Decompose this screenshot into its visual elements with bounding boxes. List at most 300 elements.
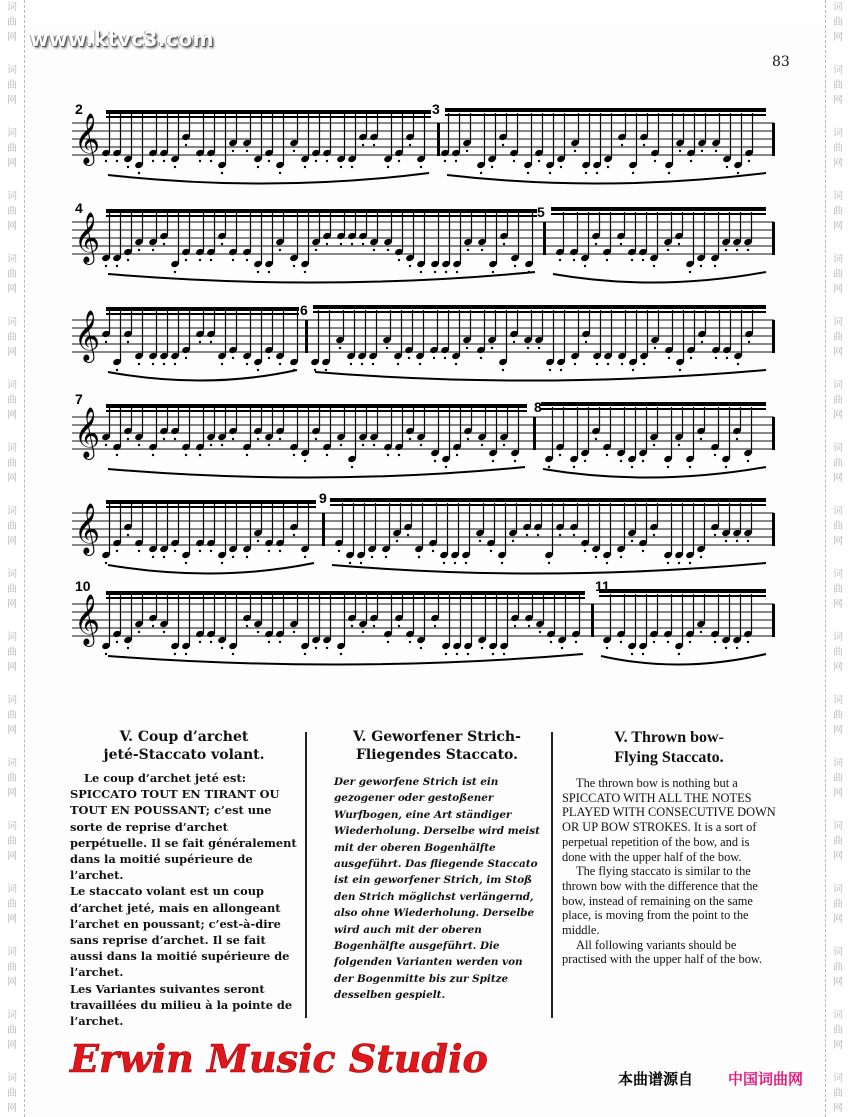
watermark-char: 网 — [7, 221, 17, 232]
watermark-char: 曲 — [7, 269, 17, 280]
staccato-dot — [268, 357, 270, 359]
staccato-dot — [315, 438, 317, 440]
staccato-dot — [210, 341, 212, 343]
staccato-dot — [653, 641, 655, 643]
staccato-dot — [185, 653, 187, 655]
barline — [772, 417, 775, 450]
watermark-char: 网 — [7, 599, 17, 610]
staccato-dot — [246, 454, 248, 456]
staccato-dot — [338, 550, 340, 552]
staccato-dot — [434, 460, 436, 462]
staccato-dot — [700, 438, 702, 440]
staccato-dot — [573, 534, 575, 536]
staccato-dot — [315, 249, 317, 251]
watermark-char: 曲 — [833, 899, 843, 910]
staccato-dot — [257, 438, 259, 440]
staccato-dot — [503, 243, 505, 245]
staccato-dot — [480, 357, 482, 359]
staccato-dot — [725, 466, 727, 468]
watermark-char: 曲 — [7, 206, 17, 217]
staccato-dot — [466, 347, 468, 349]
staccato-dot — [465, 562, 467, 564]
staccato-dot — [387, 249, 389, 251]
watermark-group — [0, 882, 24, 927]
watermark-char: 曲 — [7, 80, 17, 91]
staccato-dot — [715, 357, 717, 359]
staccato-dot — [340, 243, 342, 245]
beam — [313, 311, 766, 313]
staccato-dot — [501, 562, 503, 564]
staccato-dot — [606, 647, 608, 649]
staccato-dot — [386, 347, 388, 349]
beam — [106, 591, 585, 595]
watermark-char: 网 — [833, 221, 843, 232]
staccato-dot — [199, 341, 201, 343]
staccato-dot — [268, 641, 270, 643]
staccato-dot — [152, 556, 154, 558]
french-title: V. Coup d’archet jeté-Staccato volant. — [103, 729, 265, 763]
staccato-dot — [574, 150, 576, 152]
staccato-dot — [538, 347, 540, 349]
staccato-dot — [152, 454, 154, 456]
staccato-dot — [339, 347, 341, 349]
staccato-dot — [116, 454, 118, 456]
staccato-dot — [304, 166, 306, 168]
staccato-dot — [514, 460, 516, 462]
watermark-char: 网 — [833, 473, 843, 484]
staccato-dot — [351, 166, 353, 168]
barline — [305, 320, 308, 353]
staccato-dot — [279, 249, 281, 251]
staccato-dot — [221, 562, 223, 564]
beam — [106, 307, 299, 311]
watermark-group — [0, 1071, 24, 1116]
staccato-dot — [116, 265, 118, 267]
staccato-dot — [575, 641, 577, 643]
staccato-dot — [409, 438, 411, 440]
staccato-dot — [492, 271, 494, 273]
slur — [543, 467, 766, 478]
watermark-char: 词 — [7, 254, 17, 265]
staccato-dot — [642, 259, 644, 261]
staccato-dot — [631, 259, 633, 261]
watermark-char: 网 — [833, 725, 843, 736]
beam — [599, 589, 766, 593]
staccato-dot — [246, 259, 248, 261]
watermark-char: 曲 — [7, 1025, 17, 1036]
slur — [108, 272, 535, 283]
staccato-dot — [585, 172, 587, 174]
staccato-dot — [606, 562, 608, 564]
staccato-dot — [667, 466, 669, 468]
staccato-dot — [443, 562, 445, 564]
watermark-group — [826, 1071, 850, 1116]
staccato-dot — [632, 369, 634, 371]
staccato-dot — [163, 363, 165, 365]
staccato-dot — [163, 631, 165, 633]
staccato-dot — [700, 265, 702, 267]
staccato-dot — [667, 562, 669, 564]
watermark-char: 网 — [833, 914, 843, 925]
staccato-dot — [736, 438, 738, 440]
staccato-dot — [492, 460, 494, 462]
watermark-char: 网 — [7, 410, 17, 421]
staccato-dot — [398, 160, 400, 162]
beam — [541, 402, 766, 406]
staccato-dot — [279, 172, 281, 174]
watermark-group — [826, 819, 850, 864]
staccato-dot — [432, 550, 434, 552]
staccato-dot — [631, 653, 633, 655]
staccato-dot — [584, 550, 586, 552]
staccato-dot — [596, 363, 598, 365]
staccato-dot — [199, 641, 201, 643]
staccato-dot — [700, 631, 702, 633]
staccato-dot — [360, 562, 362, 564]
watermark-char: 词 — [833, 821, 843, 832]
watermark-char: 曲 — [833, 80, 843, 91]
watermark-char: 词 — [7, 65, 17, 76]
slur — [108, 173, 429, 184]
staccato-dot — [420, 444, 422, 446]
watermark-char: 曲 — [7, 395, 17, 406]
barline — [772, 123, 775, 156]
variant-number-6: 6 — [300, 302, 308, 318]
watermark-char: 网 — [833, 536, 843, 547]
staccato-dot — [174, 166, 176, 168]
staccato-dot — [654, 160, 656, 162]
staccato-dot — [456, 653, 458, 655]
staccato-dot — [527, 347, 529, 349]
watermark-char: 词 — [7, 128, 17, 139]
watermark-char: 曲 — [7, 521, 17, 532]
staccato-dot — [607, 363, 609, 365]
staccato-dot — [513, 160, 515, 162]
staccato-dot — [748, 341, 750, 343]
staccato-dot — [643, 363, 645, 365]
staccato-dot — [221, 647, 223, 649]
variant-number-11: 11 — [595, 578, 610, 594]
watermark-char: 网 — [833, 410, 843, 421]
staccato-dot — [138, 172, 140, 174]
staccato-dot — [606, 454, 608, 456]
staccato-dot — [642, 460, 644, 462]
slur — [108, 563, 314, 574]
staccato-dot — [127, 341, 129, 343]
staccato-dot — [373, 625, 375, 627]
barline — [772, 222, 775, 255]
staccato-dot — [373, 144, 375, 146]
watermark-char: 曲 — [833, 395, 843, 406]
watermark-char: 网 — [833, 95, 843, 106]
watermark-char: 网 — [7, 788, 17, 799]
staccato-dot — [595, 556, 597, 558]
staccato-dot — [362, 243, 364, 245]
staccato-dot — [573, 466, 575, 468]
watermark-char: 曲 — [833, 836, 843, 847]
staccato-dot — [434, 271, 436, 273]
column-divider — [305, 732, 307, 1018]
staccato-dot — [584, 460, 586, 462]
staccato-dot — [642, 653, 644, 655]
staccato-dot — [726, 357, 728, 359]
watermark-char: 词 — [833, 569, 843, 580]
staccato-dot — [127, 166, 129, 168]
staccato-dot — [351, 243, 353, 245]
staccato-dot — [398, 625, 400, 627]
staccato-dot — [595, 438, 597, 440]
staccato-dot — [620, 243, 622, 245]
staccato-dot — [418, 556, 420, 558]
watermark-char: 词 — [7, 569, 17, 580]
variant-number-5: 5 — [537, 204, 545, 220]
staccato-dot — [444, 160, 446, 162]
watermark-char: 词 — [833, 380, 843, 391]
watermark-char: 网 — [833, 851, 843, 862]
staccato-dot — [409, 641, 411, 643]
staccato-dot — [479, 540, 481, 542]
staccato-dot — [279, 641, 281, 643]
staccato-dot — [232, 150, 234, 152]
slur — [601, 654, 766, 665]
staccato-dot — [105, 160, 107, 162]
staccato-dot — [607, 166, 609, 168]
watermark-group — [826, 882, 850, 927]
watermark-char: 词 — [833, 65, 843, 76]
watermark-char: 曲 — [833, 17, 843, 28]
staccato-dot — [573, 259, 575, 261]
staccato-dot — [747, 641, 749, 643]
staccato-dot — [679, 150, 681, 152]
staccato-dot — [714, 454, 716, 456]
slur — [108, 370, 297, 381]
watermark-char: 网 — [7, 32, 17, 43]
english-paragraph: The thrown bow is nothing but a SPICCATO WITH ALL THE NOTES PLAYED WITH CONSECUTIVE DOWN OR UP BOW STROKES. It is a sort of perpetual repetition of the bow, and is done with the upper half of the bow. — [562, 776, 776, 864]
staccato-dot — [152, 160, 154, 162]
staccato-dot — [232, 653, 234, 655]
staccato-dot — [606, 259, 608, 261]
staccato-dot — [350, 363, 352, 365]
staccato-dot — [210, 641, 212, 643]
staccato-dot — [325, 369, 327, 371]
staccato-dot — [736, 249, 738, 251]
watermark-char: 曲 — [833, 1025, 843, 1036]
english-text-column — [562, 728, 776, 967]
staccato-dot — [714, 265, 716, 267]
watermark-char: 词 — [833, 128, 843, 139]
beam — [445, 108, 766, 112]
staccato-dot — [174, 653, 176, 655]
staccato-dot — [199, 454, 201, 456]
beam — [106, 313, 299, 315]
watermark-char: 网 — [833, 158, 843, 169]
staccato-dot — [467, 249, 469, 251]
staccato-dot — [174, 438, 176, 440]
staccato-dot — [419, 363, 421, 365]
watermark-char: 曲 — [833, 332, 843, 343]
source-site-link[interactable]: 中国词曲网 — [728, 1070, 804, 1088]
watermark-char: 词 — [833, 1010, 843, 1021]
watermark-char: 曲 — [833, 143, 843, 154]
staccato-dot — [514, 265, 516, 267]
beam — [551, 213, 766, 215]
watermark-char: 网 — [833, 599, 843, 610]
staccato-dot — [268, 550, 270, 552]
watermark-char: 词 — [833, 947, 843, 958]
watermark-char: 词 — [7, 884, 17, 895]
staccato-dot — [559, 454, 561, 456]
staccato-dot — [138, 249, 140, 251]
staccato-dot — [643, 144, 645, 146]
staccato-dot — [559, 534, 561, 536]
staccato-dot — [257, 631, 259, 633]
variant-number-7: 7 — [75, 391, 83, 407]
staccato-dot — [548, 466, 550, 468]
variant-number-2: 2 — [75, 101, 83, 117]
staccato-dot — [653, 265, 655, 267]
staccato-dot — [340, 653, 342, 655]
staccato-dot — [736, 647, 738, 649]
staccato-dot — [398, 259, 400, 261]
staccato-dot — [420, 647, 422, 649]
staccato-dot — [362, 631, 364, 633]
staccato-dot — [481, 444, 483, 446]
watermark-char: 曲 — [7, 458, 17, 469]
staccato-dot — [434, 625, 436, 627]
staccato-dot — [362, 444, 364, 446]
staccato-dot — [127, 259, 129, 261]
staccato-dot — [467, 438, 469, 440]
staccato-dot — [185, 144, 187, 146]
staccato-dot — [304, 556, 306, 558]
watermark-char: 曲 — [7, 773, 17, 784]
beam — [599, 595, 766, 597]
watermark-char: 词 — [833, 758, 843, 769]
staccato-dot — [445, 466, 447, 468]
staccato-dot — [445, 271, 447, 273]
watermark-char: 网 — [7, 662, 17, 673]
staccato-dot — [326, 454, 328, 456]
beam — [106, 110, 431, 114]
staccato-dot — [268, 444, 270, 446]
staccato-dot — [174, 550, 176, 552]
staccato-dot — [340, 166, 342, 168]
beam — [106, 215, 537, 217]
staccato-dot — [667, 641, 669, 643]
staccato-dot — [667, 249, 669, 251]
watermark-char: 词 — [833, 191, 843, 202]
beam — [106, 500, 316, 504]
barline — [591, 604, 594, 637]
watermark-char: 词 — [7, 380, 17, 391]
staccato-dot — [747, 540, 749, 542]
staccato-dot — [725, 647, 727, 649]
staccato-dot — [409, 144, 411, 146]
staccato-dot — [199, 259, 201, 261]
watermark-char: 网 — [7, 347, 17, 358]
staccato-dot — [538, 160, 540, 162]
watermark-char: 曲 — [833, 710, 843, 721]
staccato-dot — [527, 172, 529, 174]
staccato-dot — [548, 562, 550, 564]
watermark-char: 网 — [7, 851, 17, 862]
staccato-dot — [362, 144, 364, 146]
barline — [772, 320, 775, 353]
staccato-dot — [466, 150, 468, 152]
staccato-dot — [491, 166, 493, 168]
watermark-char: 曲 — [833, 1088, 843, 1099]
watermark-char: 词 — [7, 506, 17, 517]
watermark-group — [0, 819, 24, 864]
staccato-dot — [246, 150, 248, 152]
watermark-char: 网 — [7, 977, 17, 988]
staccato-dot — [631, 540, 633, 542]
beam — [330, 498, 766, 502]
beam — [330, 504, 766, 506]
staccato-dot — [678, 243, 680, 245]
watermark-char: 曲 — [833, 521, 843, 532]
staccato-dot — [690, 160, 692, 162]
staccato-dot — [138, 363, 140, 365]
staccato-dot — [373, 249, 375, 251]
staccato-dot — [152, 249, 154, 251]
staccato-dot — [174, 363, 176, 365]
staccato-dot — [585, 341, 587, 343]
staccato-dot — [560, 369, 562, 371]
barline — [533, 417, 536, 450]
watermark-char: 网 — [833, 284, 843, 295]
staccato-dot — [539, 631, 541, 633]
watermark-char: 曲 — [833, 206, 843, 217]
staccato-dot — [138, 444, 140, 446]
staccato-dot — [361, 363, 363, 365]
french-paragraph: Le staccato volant est un coup d’archet jeté, mais en allongeant l’archet en poussant; c’est-à-dire sans reprise d’archet. Il se fait aussi dans la moitié supérieure de l’archet. — [70, 884, 290, 980]
staccato-dot — [105, 265, 107, 267]
staccato-dot — [513, 341, 515, 343]
staccato-dot — [127, 534, 129, 536]
staccato-dot — [747, 460, 749, 462]
staccato-dot — [445, 653, 447, 655]
watermark-char: 网 — [7, 1103, 17, 1114]
staccato-dot — [304, 271, 306, 273]
staccato-dot — [678, 444, 680, 446]
beam — [106, 116, 431, 118]
staccato-dot — [315, 160, 317, 162]
watermark-char: 曲 — [833, 773, 843, 784]
treble-clef-icon: 𝄞 — [74, 594, 101, 645]
staccato-dot — [689, 271, 691, 273]
staccato-dot — [373, 444, 375, 446]
staccato-dot — [444, 357, 446, 359]
staccato-dot — [559, 259, 561, 261]
beam — [106, 506, 316, 508]
watermark-char: 网 — [833, 788, 843, 799]
staccato-dot — [138, 550, 140, 552]
staccato-dot — [210, 550, 212, 552]
variant-number-8: 8 — [534, 399, 542, 415]
staccato-dot — [232, 556, 234, 558]
beam — [313, 305, 766, 309]
staccato-dot — [221, 363, 223, 365]
staccato-dot — [700, 556, 702, 558]
staccato-dot — [268, 271, 270, 273]
staccato-dot — [653, 534, 655, 536]
staccato-dot — [398, 454, 400, 456]
watermark-char: 词 — [7, 2, 17, 13]
staccato-dot — [528, 625, 530, 627]
staccato-dot — [396, 540, 398, 542]
slur — [315, 370, 766, 381]
